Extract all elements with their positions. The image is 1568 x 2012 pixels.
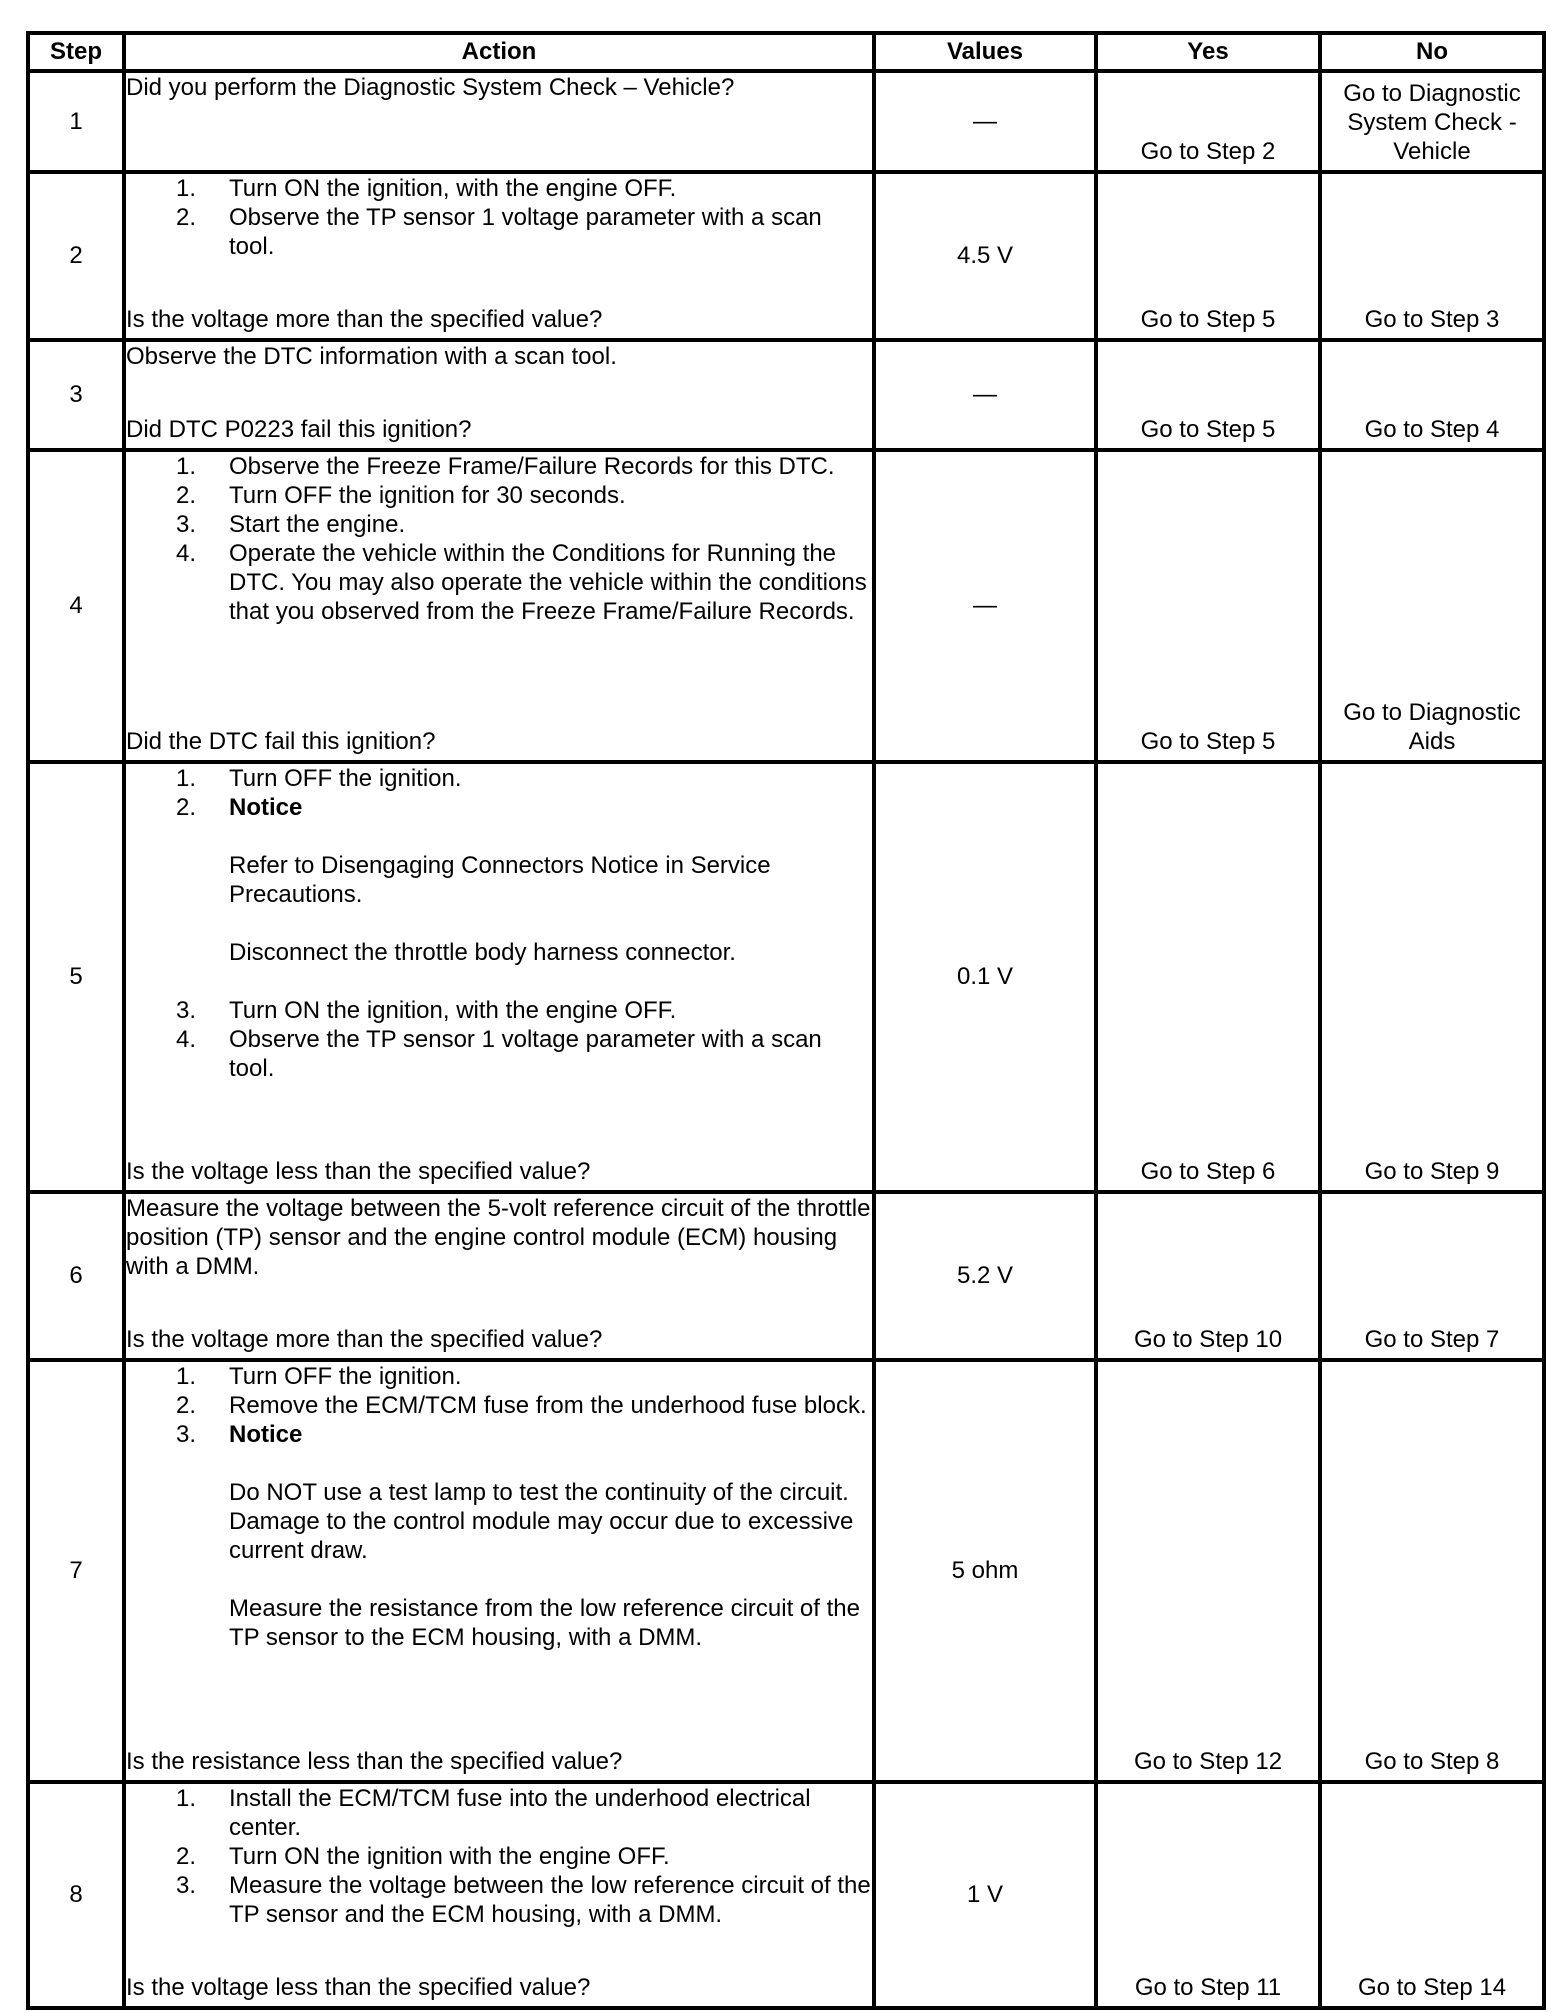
step-number: 2 xyxy=(28,172,124,340)
action-cell xyxy=(124,340,874,450)
action-list xyxy=(126,1784,872,1929)
notice-action: Disconnect the throttle body harness connector. xyxy=(229,939,736,966)
value-cell: — xyxy=(874,340,1096,450)
no-cell: Go to Step 4 xyxy=(1320,340,1544,450)
action-list xyxy=(126,452,872,626)
list-item: 2. Notice xyxy=(126,793,872,822)
yes-cell: Go to Step 10 xyxy=(1096,1192,1320,1360)
notice-block xyxy=(126,822,872,996)
list-item: 1. Turn OFF the ignition. xyxy=(176,765,462,792)
notice-action: Measure the resistance from the low reference circuit of the TP sensor to the ECM housing, with a DMM. xyxy=(229,1595,860,1651)
yes-cell: Go to Step 6 xyxy=(1096,762,1320,1192)
value-cell: 5 ohm xyxy=(874,1360,1096,1782)
step-number: 8 xyxy=(28,1782,124,2008)
notice-label: Notice xyxy=(229,1421,303,1448)
yes-cell: Go to Step 2 xyxy=(1096,71,1320,172)
list-item: 4. Operate the vehicle within the Conditions for Running the DTC. You may also operate the vehicle within the conditions that you observed from the Freeze Frame/Failure Records. xyxy=(176,540,867,625)
step-number: 7 xyxy=(28,1360,124,1782)
value-cell: 4.5 V xyxy=(874,172,1096,340)
value-cell: — xyxy=(874,450,1096,762)
header-no: No xyxy=(1320,33,1544,71)
list-item: 1. Turn ON the ignition, with the engine OFF. xyxy=(176,175,677,202)
value-cell: 1 V xyxy=(874,1782,1096,2008)
notice-block xyxy=(126,1449,872,1652)
yes-cell: Go to Step 5 xyxy=(1096,172,1320,340)
no-cell: Go to Step 14 xyxy=(1320,1782,1544,2008)
question-text: Is the resistance less than the specified value? xyxy=(126,1748,623,1775)
step-number: 4 xyxy=(28,450,124,762)
list-item: 1. Turn OFF the ignition. xyxy=(176,1363,462,1390)
action-cell xyxy=(124,762,874,1192)
list-item: 2. Observe the TP sensor 1 voltage parameter with a scan tool. xyxy=(176,204,822,260)
question-text: Is the voltage less than the specified value? xyxy=(126,1158,591,1185)
table-row xyxy=(28,172,1544,340)
step-number: 3 xyxy=(28,340,124,450)
action-text: Measure the voltage between the 5-volt reference circuit of the throttle position (TP) sensor and the engine control module (ECM) housing with a DMM. xyxy=(126,1195,871,1280)
value-cell: 0.1 V xyxy=(874,762,1096,1192)
action-text: Did you perform the Diagnostic System Check – Vehicle? xyxy=(126,74,735,101)
table-row xyxy=(28,450,1544,762)
list-item: 3. Notice xyxy=(126,1420,872,1449)
no-cell: Go to Step 7 xyxy=(1320,1192,1544,1360)
table-row xyxy=(28,340,1544,450)
list-item: 4. Observe the TP sensor 1 voltage parameter with a scan tool. xyxy=(176,1026,822,1082)
action-list xyxy=(126,174,872,261)
header-yes: Yes xyxy=(1096,33,1320,71)
action-cell xyxy=(124,172,874,340)
notice-text: Do NOT use a test lamp to test the continuity of the circuit. Damage to the control module may occur due to excessive current draw. xyxy=(229,1479,854,1564)
step-number: 5 xyxy=(28,762,124,1192)
action-list xyxy=(126,764,872,1083)
yes-cell: Go to Step 12 xyxy=(1096,1360,1320,1782)
header-values: Values xyxy=(874,33,1096,71)
table-row xyxy=(28,1782,1544,2008)
list-item: 1. Install the ECM/TCM fuse into the underhood electrical center. xyxy=(176,1785,811,1841)
step-number: 6 xyxy=(28,1192,124,1360)
table-row xyxy=(28,71,1544,172)
step-number: 1 xyxy=(28,71,124,172)
question-text: Is the voltage more than the specified value? xyxy=(126,1326,603,1353)
list-item: 3. Measure the voltage between the low reference circuit of the TP sensor and the ECM housing, with a DMM. xyxy=(176,1872,871,1928)
no-cell: Go to Step 9 xyxy=(1320,762,1544,1192)
no-cell: Go to Diagnostic System Check - Vehicle xyxy=(1320,71,1544,172)
value-cell: — xyxy=(874,71,1096,172)
yes-cell: Go to Step 11 xyxy=(1096,1782,1320,2008)
list-item: 2. Remove the ECM/TCM fuse from the underhood fuse block. xyxy=(176,1392,867,1419)
question-text: Did DTC P0223 fail this ignition? xyxy=(126,416,472,443)
diagnostic-table xyxy=(26,31,1546,2010)
header-action: Action xyxy=(124,33,874,71)
list-item: 2. Turn ON the ignition with the engine OFF. xyxy=(176,1843,670,1870)
action-cell xyxy=(124,71,874,172)
question-text: Did the DTC fail this ignition? xyxy=(126,728,436,755)
table-row xyxy=(28,762,1544,1192)
yes-cell: Go to Step 5 xyxy=(1096,450,1320,762)
header-row xyxy=(28,33,1544,71)
question-text: Is the voltage less than the specified value? xyxy=(126,1974,591,2001)
table-row xyxy=(28,1360,1544,1782)
list-item: 1. Observe the Freeze Frame/Failure Records for this DTC. xyxy=(176,453,835,480)
header-step: Step xyxy=(28,33,124,71)
notice-label: Notice xyxy=(229,794,303,821)
list-item: 3. Turn ON the ignition, with the engine OFF. xyxy=(176,997,677,1024)
table-row xyxy=(28,1192,1544,1360)
value-cell: 5.2 V xyxy=(874,1192,1096,1360)
action-text: Observe the DTC information with a scan tool. xyxy=(126,343,617,370)
yes-cell: Go to Step 5 xyxy=(1096,340,1320,450)
action-list xyxy=(126,1362,872,1652)
action-cell xyxy=(124,1782,874,2008)
action-cell xyxy=(124,450,874,762)
no-cell: Go to Step 8 xyxy=(1320,1360,1544,1782)
action-cell xyxy=(124,1360,874,1782)
no-cell: Go to Diagnostic Aids xyxy=(1320,450,1544,762)
question-text: Is the voltage more than the specified value? xyxy=(126,306,603,333)
list-item: 3. Start the engine. xyxy=(176,511,406,538)
action-cell xyxy=(124,1192,874,1360)
no-cell: Go to Step 3 xyxy=(1320,172,1544,340)
list-item: 2. Turn OFF the ignition for 30 seconds. xyxy=(176,482,626,509)
notice-text: Refer to Disengaging Connectors Notice in Service Precautions. xyxy=(229,852,771,908)
